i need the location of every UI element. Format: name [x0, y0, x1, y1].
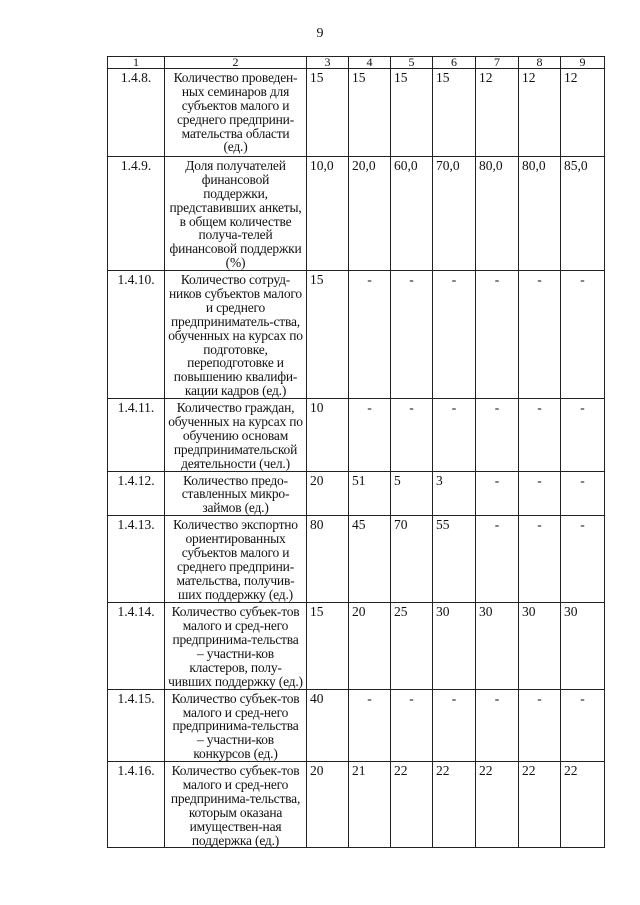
row-description: Количество экспортно ориентированных субъектов малого и среднего предприни-мательства, получив-ших поддержку (ед.)	[165, 516, 307, 603]
row-description: Количество сотруд-ников субъектов малого и среднего предприниматель-ства, обученных на курсах по подготовке, переподготовке и повышению квалифи-кации кадров (ед.)	[165, 271, 307, 399]
value-cell: 3	[433, 471, 476, 516]
indicators-table	[107, 56, 605, 848]
row-description: Количество субъек-тов малого и сред-него предпринима-тельства, которым оказана имуществен-ная поддержка (ед.)	[165, 762, 307, 848]
value-cell: 22	[391, 762, 433, 848]
value-cell: 20	[307, 762, 349, 848]
column-header: 8	[519, 57, 561, 69]
value-cell: -	[519, 271, 561, 399]
table-row	[108, 157, 605, 271]
value-cell: 70	[391, 516, 433, 603]
column-header: 6	[433, 57, 476, 69]
header-row	[108, 57, 605, 69]
value-cell: -	[476, 471, 519, 516]
value-cell: 22	[519, 762, 561, 848]
value-cell: 55	[433, 516, 476, 603]
value-cell: -	[391, 271, 433, 399]
value-cell: 80,0	[519, 157, 561, 271]
value-cell: -	[433, 399, 476, 471]
table-row	[108, 689, 605, 761]
value-cell: -	[519, 471, 561, 516]
value-cell: 22	[476, 762, 519, 848]
row-description: Количество проведен-ных семинаров для субъектов малого и среднего предприни-мательства области (ед.)	[165, 69, 307, 157]
value-cell: -	[476, 399, 519, 471]
value-cell: 45	[349, 516, 391, 603]
value-cell: -	[476, 689, 519, 761]
value-cell: -	[391, 399, 433, 471]
value-cell: -	[561, 399, 605, 471]
value-cell: -	[519, 399, 561, 471]
value-cell: 30	[519, 603, 561, 689]
value-cell: -	[349, 399, 391, 471]
value-cell: 20	[349, 603, 391, 689]
value-cell: -	[349, 689, 391, 761]
value-cell: -	[561, 689, 605, 761]
value-cell: 80	[307, 516, 349, 603]
row-description: Количество субъек-тов малого и сред-него предпринима-тельства – участни-ков кластеров, полу-чивших поддержку (ед.)	[165, 603, 307, 689]
row-code: 1.4.10.	[108, 271, 165, 399]
value-cell: 85,0	[561, 157, 605, 271]
page-number: 9	[316, 26, 324, 41]
value-cell: -	[433, 689, 476, 761]
value-cell: -	[476, 271, 519, 399]
row-description: Количество предо-ставленных микро-займов (ед.)	[165, 471, 307, 516]
table-row	[108, 471, 605, 516]
table-row	[108, 271, 605, 399]
value-cell: -	[561, 516, 605, 603]
column-header: 3	[307, 57, 349, 69]
value-cell: 20	[307, 471, 349, 516]
row-code: 1.4.8.	[108, 69, 165, 157]
value-cell: 5	[391, 471, 433, 516]
value-cell: 22	[433, 762, 476, 848]
column-header: 9	[561, 57, 605, 69]
table-row	[108, 516, 605, 603]
value-cell: 30	[476, 603, 519, 689]
row-description: Количество субъек-тов малого и сред-него предпринима-тельства – участни-ков конкурсов (ед.)	[165, 689, 307, 761]
value-cell: -	[561, 271, 605, 399]
row-code: 1.4.15.	[108, 689, 165, 761]
value-cell: -	[391, 689, 433, 761]
table-row	[108, 399, 605, 471]
value-cell: -	[433, 271, 476, 399]
row-code: 1.4.12.	[108, 471, 165, 516]
row-description: Доля получателей финансовой поддержки, представивших анкеты, в общем количестве получа-телей финансовой поддержки (%)	[165, 157, 307, 271]
value-cell: 10	[307, 399, 349, 471]
table-row	[108, 762, 605, 848]
value-cell: 30	[433, 603, 476, 689]
value-cell: 15	[307, 69, 349, 157]
value-cell: 15	[307, 271, 349, 399]
column-header: 4	[349, 57, 391, 69]
value-cell: 60,0	[391, 157, 433, 271]
row-code: 1.4.16.	[108, 762, 165, 848]
value-cell: 15	[349, 69, 391, 157]
value-cell: 80,0	[476, 157, 519, 271]
value-cell: 30	[561, 603, 605, 689]
row-code: 1.4.11.	[108, 399, 165, 471]
value-cell: 12	[519, 69, 561, 157]
value-cell: 12	[476, 69, 519, 157]
row-code: 1.4.14.	[108, 603, 165, 689]
column-header: 2	[165, 57, 307, 69]
table-row	[108, 69, 605, 157]
value-cell: -	[519, 516, 561, 603]
value-cell: 22	[561, 762, 605, 848]
value-cell: 15	[433, 69, 476, 157]
value-cell: -	[349, 271, 391, 399]
value-cell: 20,0	[349, 157, 391, 271]
value-cell: 12	[561, 69, 605, 157]
row-description: Количество граждан, обученных на курсах по обучению основам предпринимательской деятельности (чел.)	[165, 399, 307, 471]
value-cell: 70,0	[433, 157, 476, 271]
value-cell: 15	[307, 603, 349, 689]
value-cell: 51	[349, 471, 391, 516]
column-header: 5	[391, 57, 433, 69]
row-code: 1.4.13.	[108, 516, 165, 603]
value-cell: 15	[391, 69, 433, 157]
value-cell: 40	[307, 689, 349, 761]
column-header: 7	[476, 57, 519, 69]
table-row	[108, 603, 605, 689]
value-cell: -	[476, 516, 519, 603]
row-code: 1.4.9.	[108, 157, 165, 271]
value-cell: -	[519, 689, 561, 761]
value-cell: 10,0	[307, 157, 349, 271]
value-cell: 21	[349, 762, 391, 848]
column-header: 1	[108, 57, 165, 69]
value-cell: 25	[391, 603, 433, 689]
value-cell: -	[561, 471, 605, 516]
